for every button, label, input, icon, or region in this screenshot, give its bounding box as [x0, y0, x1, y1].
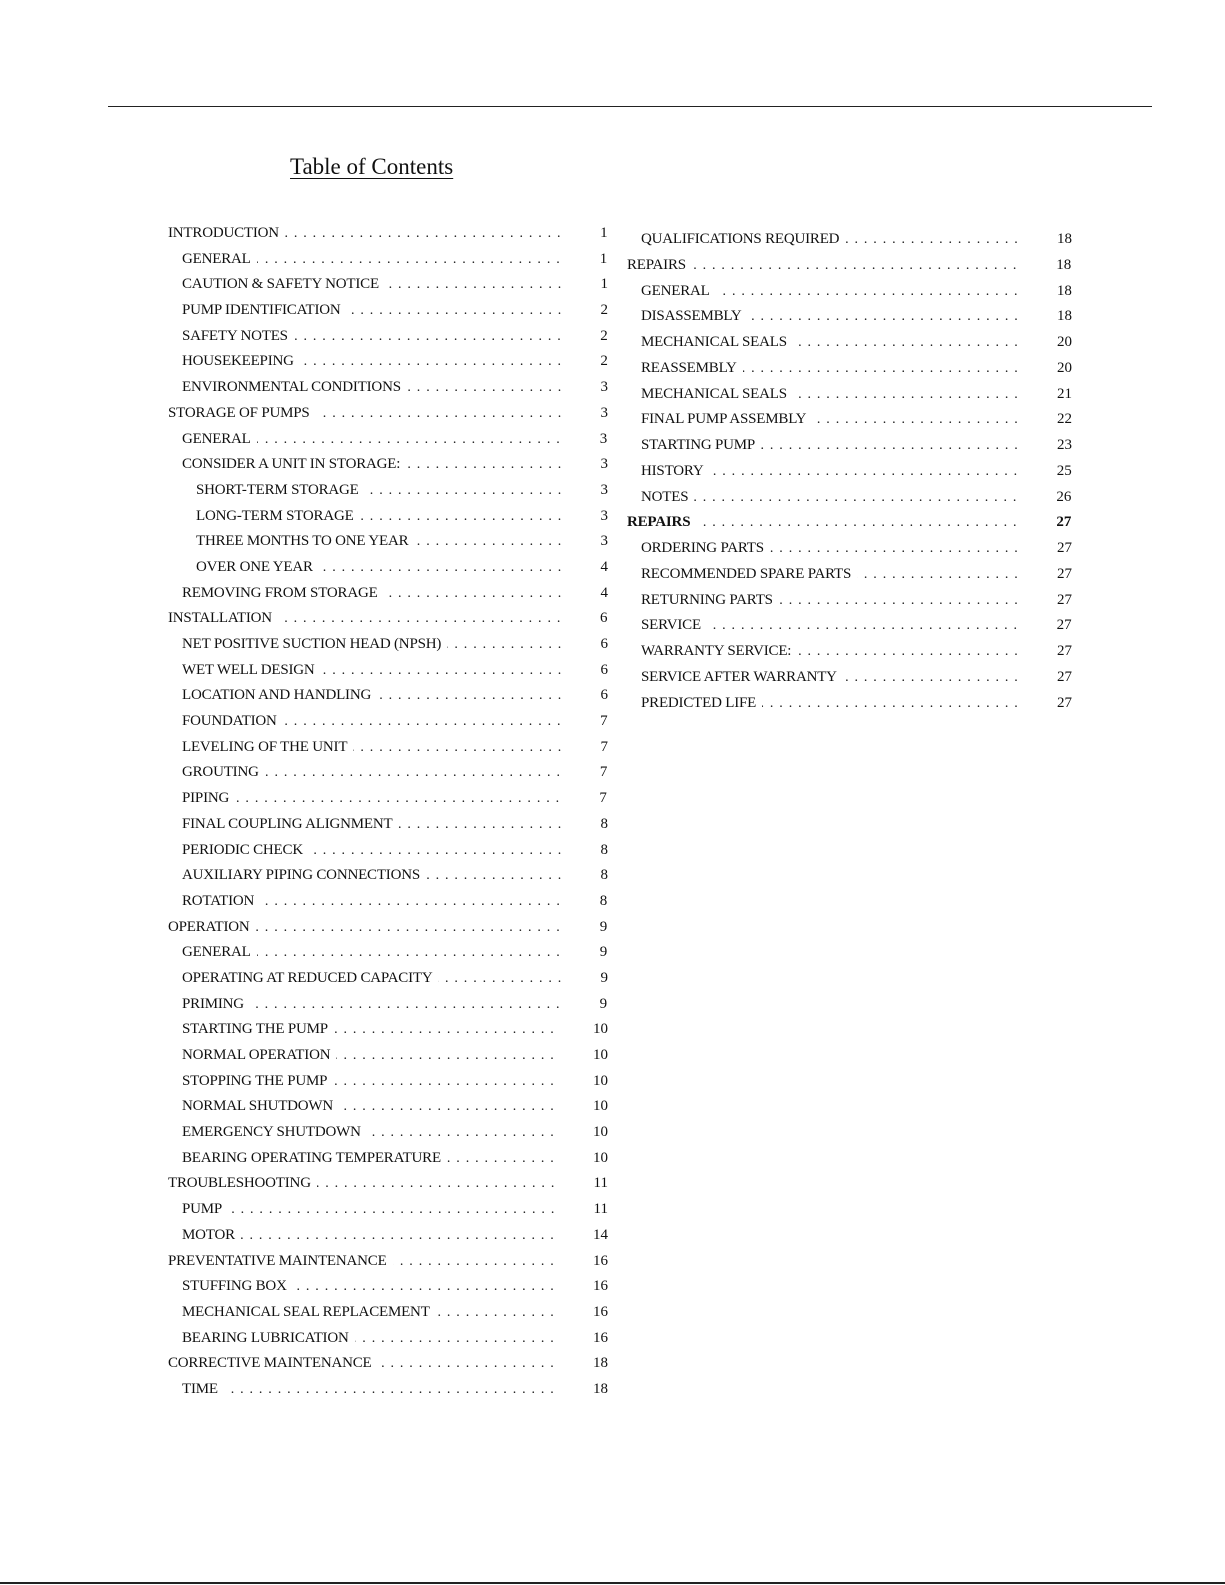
dot-leader [257, 940, 561, 966]
dot-leader [438, 966, 562, 992]
toc-entry[interactable] [627, 227, 1072, 253]
dot-leader [256, 915, 561, 941]
dot-leader [762, 691, 1019, 717]
toc-entry[interactable] [627, 588, 1072, 614]
toc-entry-title: REPAIRS [627, 256, 686, 273]
toc-entry-page: 2 [600, 353, 608, 370]
toc-entry-page: 27 [1057, 540, 1072, 556]
toc-entry-title: MOTOR [182, 1226, 235, 1243]
toc-entry-title: GENERAL [182, 944, 251, 961]
toc-entry[interactable] [168, 760, 608, 786]
toc-entry-title: BEARING OPERATING TEMPERATURE [182, 1149, 441, 1166]
toc-entry-page: 3 [600, 404, 608, 421]
toc-entry-page: 3 [600, 533, 608, 550]
toc-entry[interactable] [168, 1094, 608, 1120]
toc-entry-title: MECHANICAL SEALS [641, 385, 787, 402]
toc-entry[interactable] [168, 272, 608, 298]
dot-leader [779, 588, 1019, 614]
toc-entry-page: 23 [1057, 437, 1072, 453]
toc-entry-title: ENVIRONMENTAL CONDITIONS [182, 379, 401, 396]
toc-entry-page: 3 [600, 481, 608, 498]
toc-entry[interactable] [168, 709, 608, 735]
toc-entry[interactable] [627, 330, 1072, 356]
toc-entry[interactable] [168, 504, 608, 530]
toc-entry-title: PREDICTED LIFE [641, 694, 757, 711]
toc-entry[interactable] [168, 401, 608, 427]
dot-leader [317, 1171, 556, 1197]
dot-leader [378, 1351, 555, 1377]
toc-entry-page: 11 [593, 1175, 608, 1192]
toc-entry-title: HOUSEKEEPING [182, 353, 294, 370]
dot-leader [812, 407, 1019, 433]
dot-leader [406, 452, 562, 478]
toc-entry-title: CORRECTIVE MAINTENANCE [168, 1355, 372, 1372]
toc-entry-page: 20 [1057, 359, 1072, 376]
toc-entry-title: HISTORY [641, 462, 704, 479]
toc-entry-title: PUMP [182, 1201, 223, 1218]
dot-leader [260, 889, 561, 915]
toc-entry-title: REMOVING FROM STORAGE [182, 584, 378, 601]
dot-leader [793, 382, 1019, 408]
toc-entry-page: 3 [599, 430, 608, 447]
dot-leader [293, 1274, 555, 1300]
toc-entry[interactable] [168, 298, 608, 324]
dot-leader [353, 735, 562, 761]
dot-leader [748, 304, 1020, 330]
toc-entry-page: 1 [600, 276, 608, 293]
toc-entry-title: PUMP IDENTIFICATION [182, 302, 341, 319]
toc-entry-title: OPERATING AT REDUCED CAPACITY [182, 969, 433, 986]
toc-entry-title: REASSEMBLY [641, 359, 737, 376]
toc-entry-page: 3 [600, 507, 608, 524]
dot-leader [265, 760, 561, 786]
toc-entry-title: EMERGENCY SHUTDOWN [182, 1124, 361, 1141]
dot-leader [385, 272, 563, 298]
toc-entry-title: WARRANTY SERVICE: [641, 643, 792, 659]
dot-leader [309, 838, 562, 864]
toc-entry-page: 7 [599, 764, 608, 781]
dot-leader [407, 375, 563, 401]
toc-entry[interactable] [168, 247, 608, 273]
toc-entry[interactable] [168, 1377, 608, 1403]
dot-leader [710, 459, 1019, 485]
dot-leader [393, 1249, 555, 1275]
dot-leader [336, 1043, 555, 1069]
toc-entry-page: 16 [593, 1303, 608, 1320]
toc-entry[interactable] [168, 581, 608, 607]
toc-entry-title: INSTALLATION [168, 610, 272, 627]
toc-entry-page: 1 [599, 250, 608, 267]
toc-entry-title: WET WELL DESIGN [182, 661, 315, 678]
toc-entry-page: 18 [1056, 282, 1072, 299]
toc-entry[interactable] [168, 1017, 608, 1043]
toc-entry[interactable] [168, 812, 608, 838]
dot-leader [334, 1017, 555, 1043]
dot-leader [384, 581, 563, 607]
toc-entry-title: SHORT-TERM STORAGE [196, 481, 359, 498]
toc-entry-title: REPAIRS [627, 514, 691, 531]
toc-entry-title: MECHANICAL SEALS [641, 334, 787, 350]
toc-entry-page: 3 [600, 379, 608, 396]
dot-leader [761, 433, 1019, 459]
toc-entry-page: 6 [600, 636, 608, 652]
toc-entry-title: LOCATION AND HANDLING [182, 687, 372, 704]
toc-entry-title: STORAGE OF PUMPS [168, 404, 310, 421]
dot-leader [436, 1300, 555, 1326]
toc-entry-page: 18 [1057, 308, 1072, 325]
toc-entry[interactable] [168, 452, 608, 478]
dot-leader [285, 221, 562, 247]
toc-entry[interactable] [168, 658, 608, 684]
toc-right-column [627, 227, 1072, 716]
toc-entry-title: SAFETY NOTES [182, 327, 288, 344]
toc-entry-title: GENERAL [182, 250, 251, 267]
toc-entry-title: OVER ONE YEAR [196, 558, 313, 575]
dot-leader [278, 606, 562, 632]
toc-entry-title: ROTATION [182, 892, 255, 909]
toc-entry[interactable] [627, 304, 1072, 330]
dot-leader [857, 562, 1019, 588]
toc-entry-page: 14 [593, 1226, 608, 1243]
toc-entry-page: 18 [593, 1355, 608, 1372]
dot-leader [241, 1223, 555, 1249]
toc-entry[interactable] [168, 1043, 608, 1069]
toc-entry[interactable] [627, 639, 1072, 665]
toc-entry[interactable] [168, 632, 608, 658]
toc-entry-page: 16 [593, 1252, 608, 1269]
dot-leader [365, 478, 563, 504]
toc-entry-page: 11 [593, 1201, 608, 1218]
toc-entry[interactable] [168, 1351, 608, 1377]
toc-entry[interactable] [168, 786, 608, 812]
toc-entry-title: RETURNING PARTS [641, 591, 773, 608]
toc-entry-title: NET POSITIVE SUCTION HEAD (NPSH) [182, 636, 442, 652]
toc-entry[interactable] [168, 349, 608, 375]
toc-entry[interactable] [168, 555, 608, 581]
toc-entry[interactable] [168, 863, 608, 889]
dot-leader [367, 1120, 555, 1146]
toc-entry-page: 27 [1057, 565, 1072, 582]
dot-leader [692, 253, 1018, 279]
toc-entry-page: 10 [593, 1021, 608, 1038]
toc-entry-page: 6 [600, 610, 608, 627]
toc-entry-title: AUXILIARY PIPING CONNECTIONS [182, 867, 421, 884]
toc-entry[interactable] [168, 940, 608, 966]
toc-entry-page: 6 [600, 661, 608, 678]
toc-entry[interactable] [627, 356, 1072, 382]
toc-entry[interactable] [168, 221, 608, 247]
toc-entry-title: THREE MONTHS TO ONE YEAR [196, 533, 409, 550]
dot-leader [414, 529, 562, 555]
toc-entry-page: 27 [1056, 617, 1072, 634]
dot-leader [377, 683, 562, 709]
toc-entry-title: PIPING [182, 790, 230, 807]
toc-entry-title: DISASSEMBLY [641, 308, 742, 325]
toc-entry[interactable] [168, 529, 608, 555]
toc-entry-page: 27 [1057, 591, 1072, 608]
dot-leader [696, 510, 1017, 536]
toc-entry-title: NORMAL OPERATION [182, 1047, 331, 1063]
toc-entry-page: 10 [593, 1072, 608, 1089]
toc-entry-title: NORMAL SHUTDOWN [182, 1098, 334, 1115]
toc-entry[interactable] [168, 1146, 608, 1172]
dot-leader [447, 1146, 555, 1172]
toc-entry-page: 6 [600, 687, 608, 704]
toc-entry-title: RECOMMENDED SPARE PARTS [641, 565, 852, 582]
toc-entry[interactable] [168, 683, 608, 709]
toc-entry-title: GENERAL [641, 282, 710, 299]
toc-entry[interactable] [168, 606, 608, 632]
dot-leader [250, 992, 561, 1018]
toc-entry-page: 9 [599, 995, 608, 1012]
toc-entry[interactable] [627, 691, 1072, 717]
toc-entry-page: 20 [1057, 334, 1072, 350]
toc-entry-title: CONSIDER A UNIT IN STORAGE: [182, 456, 401, 473]
toc-entry[interactable] [168, 1300, 608, 1326]
toc-entry[interactable] [168, 915, 608, 941]
toc-entry-page: 25 [1056, 462, 1072, 479]
toc-entry[interactable] [168, 1120, 608, 1146]
toc-entry-title: PREVENTATIVE MAINTENANCE [168, 1252, 387, 1269]
toc-entry-page: 9 [600, 969, 608, 986]
toc-entry[interactable] [627, 382, 1072, 408]
bottom-rule [0, 1582, 1225, 1584]
toc-entry[interactable] [168, 735, 608, 761]
dot-leader [355, 1326, 555, 1352]
toc-entry-title: PERIODIC CHECK [182, 841, 303, 858]
toc-entry[interactable] [168, 992, 608, 1018]
toc-entry-title: STUFFING BOX [182, 1278, 287, 1295]
dot-leader [321, 658, 563, 684]
toc-entry-page: 27 [1057, 694, 1072, 711]
toc-entry-title: TIME [182, 1380, 218, 1397]
toc-entry-title: STARTING THE PUMP [182, 1021, 328, 1038]
toc-entry-title: LEVELING OF THE UNIT [182, 738, 348, 755]
toc-entry-page: 10 [593, 1124, 608, 1141]
toc-entry-page: 9 [599, 944, 608, 961]
toc-entry[interactable] [627, 536, 1072, 562]
toc-entry[interactable] [168, 1171, 608, 1197]
top-rule [108, 106, 1152, 107]
toc-entry[interactable] [627, 613, 1072, 639]
toc-entry-page: 22 [1057, 411, 1072, 428]
toc-entry[interactable] [168, 889, 608, 915]
toc-left-column [168, 221, 608, 1403]
dot-leader [300, 349, 562, 375]
toc-entry-title: SERVICE [641, 617, 701, 634]
toc-entry-page: 4 [600, 558, 608, 575]
toc-entry[interactable] [627, 510, 1072, 536]
toc-entry-title: NOTES [641, 488, 689, 505]
toc-entry[interactable] [168, 375, 608, 401]
toc-entry[interactable] [627, 485, 1072, 511]
toc-entry-title: CAUTION & SAFETY NOTICE [182, 276, 379, 293]
toc-entry-page: 4 [600, 584, 608, 601]
page-title: Table of Contents [290, 154, 454, 179]
toc-entry-page: 27 [1057, 643, 1072, 659]
toc-entry[interactable] [627, 433, 1072, 459]
dot-leader [694, 485, 1017, 511]
toc-entry-page: 2 [600, 302, 608, 319]
toc-entry-page: 9 [599, 918, 608, 935]
toc-entry[interactable] [168, 1069, 608, 1095]
toc-entry-title: FINAL PUMP ASSEMBLY [641, 411, 807, 428]
toc-entry-page: 27 [1057, 668, 1072, 685]
dot-leader [793, 330, 1019, 356]
toc-entry-title: GENERAL [182, 430, 251, 447]
toc-entry-page: 1 [600, 225, 608, 241]
dot-leader [716, 279, 1019, 305]
toc-entry-page: 27 [1056, 514, 1072, 531]
toc-entry[interactable] [168, 838, 608, 864]
dot-leader [228, 1197, 555, 1223]
toc-entry-title: INTRODUCTION [168, 225, 279, 241]
toc-entry[interactable] [168, 427, 608, 453]
toc-entry-page: 8 [600, 867, 608, 884]
toc-entry-page: 21 [1057, 385, 1072, 402]
toc-entry[interactable] [627, 665, 1072, 691]
dot-leader [294, 324, 562, 350]
toc-entry[interactable] [168, 1197, 608, 1223]
dot-leader [339, 1094, 555, 1120]
toc-entry-page: 8 [599, 892, 608, 909]
toc-entry-page: 2 [600, 327, 608, 344]
toc-entry-page: 18 [1057, 231, 1072, 247]
dot-leader [347, 298, 563, 324]
toc-entry-title: BEARING LUBRICATION [182, 1329, 349, 1346]
toc-entry-page: 16 [593, 1278, 608, 1295]
dot-leader [257, 427, 561, 453]
dot-leader [319, 555, 563, 581]
toc-entry[interactable] [627, 253, 1072, 279]
dot-leader [707, 613, 1018, 639]
toc-entry-page: 8 [600, 841, 608, 858]
dot-leader [845, 227, 1019, 253]
toc-entry[interactable] [168, 1249, 608, 1275]
toc-entry-title: PRIMING [182, 995, 244, 1012]
dot-leader [333, 1069, 555, 1095]
toc-entry-page: 10 [593, 1098, 608, 1115]
toc-entry[interactable] [168, 324, 608, 350]
toc-entry-page: 8 [600, 815, 608, 832]
dot-leader [743, 356, 1019, 382]
toc-entry-page: 7 [600, 713, 608, 730]
toc-entry[interactable] [627, 459, 1072, 485]
dot-leader [770, 536, 1019, 562]
toc-entry-title: FINAL COUPLING ALIGNMENT [182, 815, 393, 832]
toc-entry-title: STARTING PUMP [641, 437, 756, 453]
toc-entry[interactable] [627, 407, 1072, 433]
toc-entry[interactable] [627, 562, 1072, 588]
toc-entry-title: MECHANICAL SEAL REPLACEMENT [182, 1303, 430, 1320]
toc-entry-title: STOPPING THE PUMP [182, 1072, 328, 1089]
toc-entry-title: ORDERING PARTS [641, 540, 764, 556]
toc-entry[interactable] [168, 1274, 608, 1300]
dot-leader [224, 1377, 555, 1403]
toc-entry-page: 7 [599, 790, 607, 807]
toc-entry[interactable] [168, 1223, 608, 1249]
dot-leader [426, 863, 562, 889]
dot-leader [447, 632, 562, 658]
toc-entry[interactable] [168, 1326, 608, 1352]
toc-entry-title: LONG-TERM STORAGE [196, 507, 354, 524]
toc-entry-page: 7 [600, 738, 608, 755]
toc-entry-page: 10 [593, 1149, 608, 1166]
dot-leader [398, 812, 562, 838]
toc-entry[interactable] [168, 966, 608, 992]
toc-entry-title: OPERATION [168, 918, 250, 935]
toc-entry-title: QUALIFICATIONS REQUIRED [641, 231, 840, 247]
toc-entry-page: 18 [593, 1380, 608, 1397]
toc-entry-page: 10 [593, 1047, 608, 1063]
dot-leader [360, 504, 563, 530]
toc-entry-page: 3 [600, 456, 608, 473]
dot-leader [797, 639, 1019, 665]
toc-entry-page: 26 [1056, 488, 1072, 505]
toc-entry-title: TROUBLESHOOTING [168, 1175, 311, 1192]
dot-leader [316, 401, 563, 427]
toc-entry-title: GROUTING [182, 764, 259, 781]
toc-entry-page: 18 [1056, 256, 1072, 273]
dot-leader [235, 786, 560, 812]
toc-entry-title: SERVICE AFTER WARRANTY [641, 668, 837, 685]
toc-entry-title: FOUNDATION [182, 713, 277, 730]
dot-leader [843, 665, 1019, 691]
toc-entry-page: 16 [593, 1329, 608, 1346]
toc-entry[interactable] [627, 279, 1072, 305]
dot-leader [257, 247, 561, 273]
toc-entry[interactable] [168, 478, 608, 504]
dot-leader [283, 709, 562, 735]
